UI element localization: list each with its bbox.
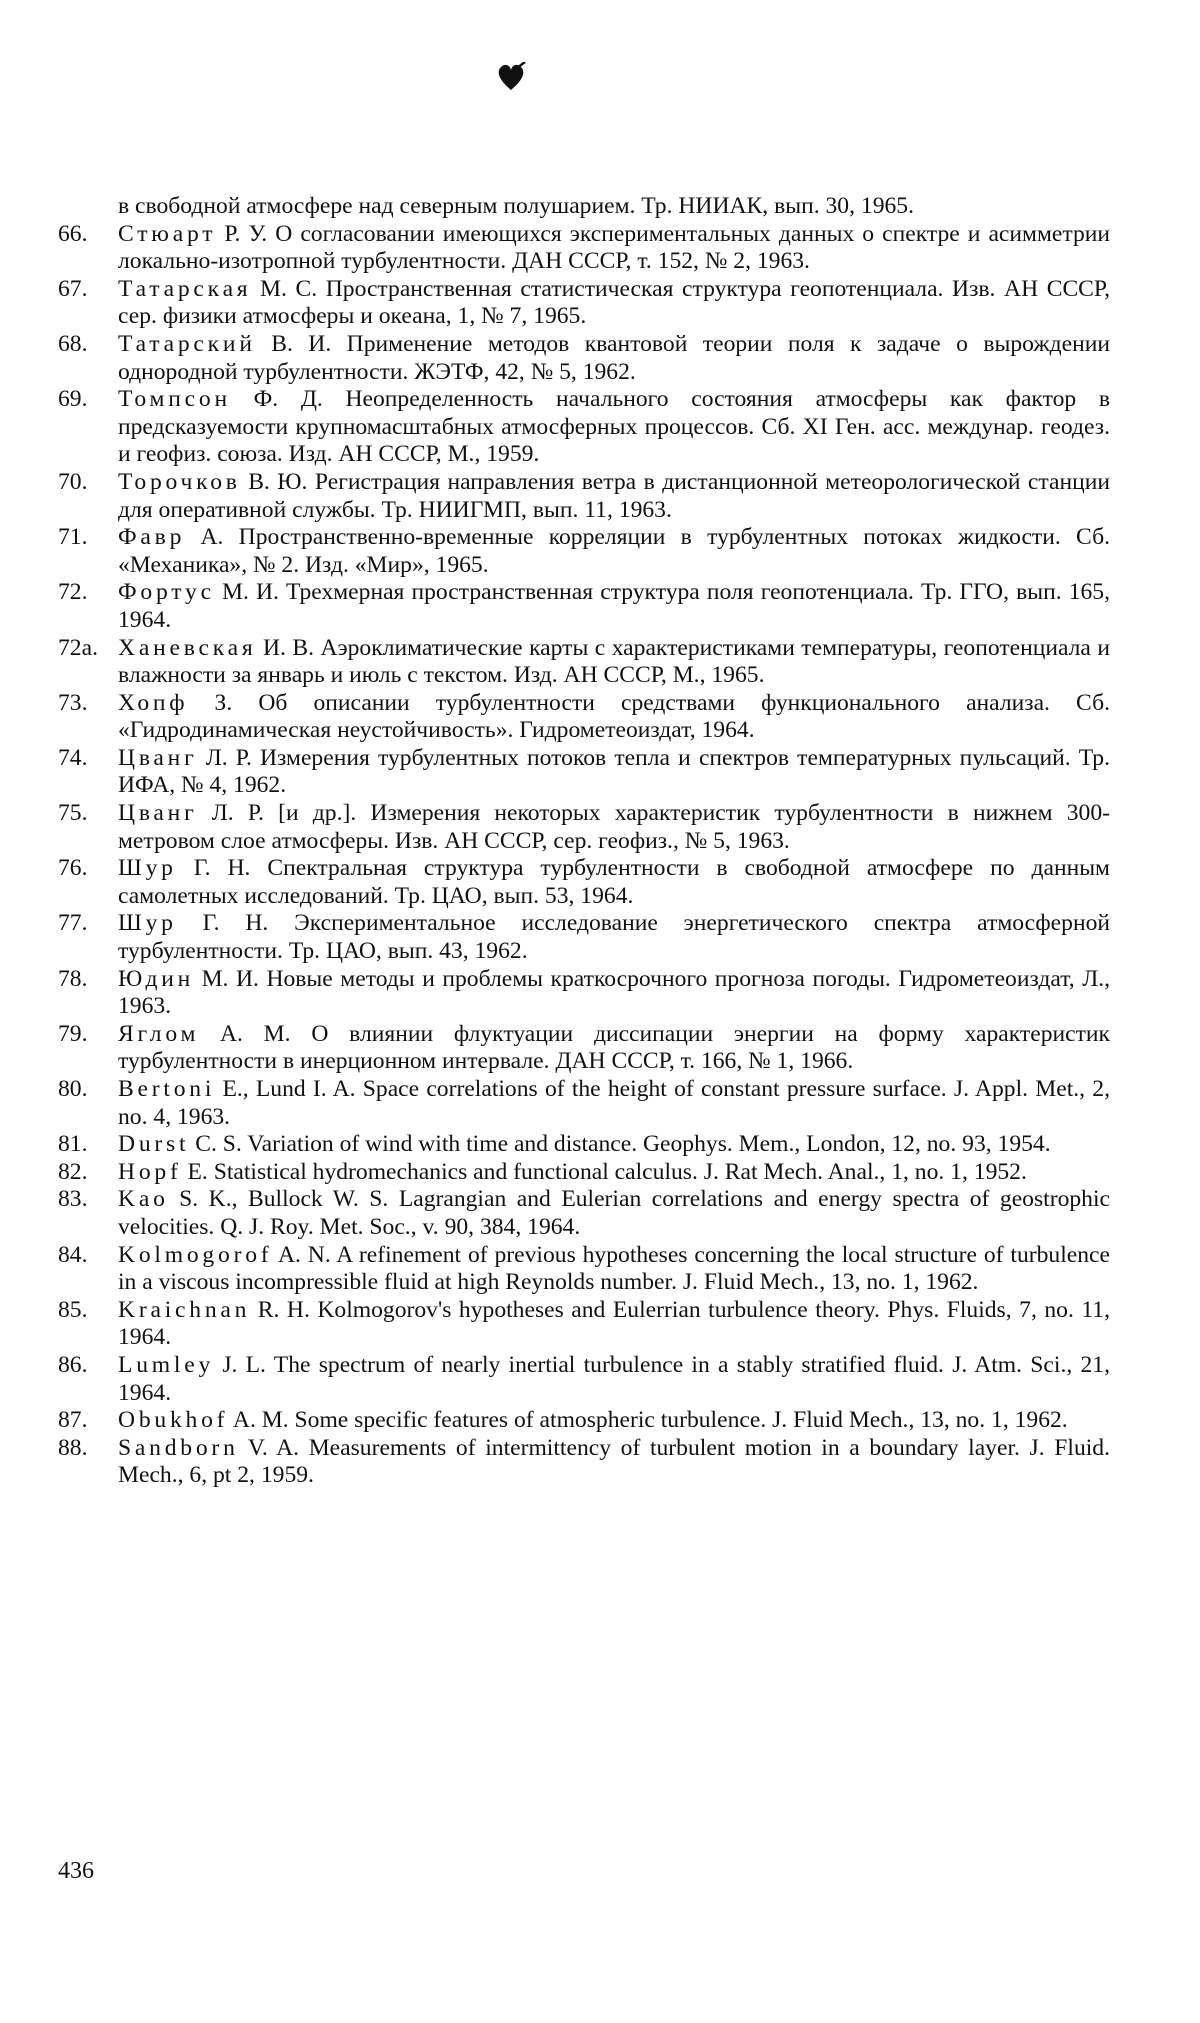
reference-list xyxy=(58,193,1110,1490)
reference-item xyxy=(58,524,1110,579)
reference-item xyxy=(58,690,1110,745)
reference-text: Л. Р. Измерения турбулентных потоков тепла и спектров температурных пульсаций. Тр. ИФА, № 4, 1962. xyxy=(118,744,1110,799)
reference-author: Шур xyxy=(118,910,177,937)
reference-text: Г. Н. Спектральная структура турбулентности в свободной атмосфере по данным самолетных исследований. Тр. ЦАО, вып. 53, 1964. xyxy=(118,855,1110,909)
reference-text: З. Об описании турбулентности средствами функционального анализа. Сб. «Гидродинамическая неустойчивость». Гидрометеоиздат, 1964. xyxy=(118,689,1110,744)
reference-author: Татарский xyxy=(118,330,256,357)
reference-number: 67. xyxy=(58,275,88,302)
reference-text: C. S. Variation of wind with time and distance. Geophys. Mem., London, 12, no. 93, 1954. xyxy=(195,1131,1051,1158)
reference-text: A. M. Some specific features of atmospheric turbulence. J. Fluid Mech., 13, no. 1, 1962. xyxy=(232,1407,1068,1434)
reference-item xyxy=(58,1297,1110,1352)
reference-item xyxy=(58,1435,1110,1490)
reference-author: Татарская xyxy=(118,275,252,302)
reference-text: М. И. Трехмерная пространственная структура поля геопотенциала. Тр. ГГО, вып. 165, 1964. xyxy=(118,579,1110,633)
reference-author: Цванг xyxy=(118,800,198,827)
reference-number: 79. xyxy=(58,1020,88,1047)
reference-number: 74. xyxy=(58,744,88,771)
reference-text: И. В. Аэроклиматические карты с характеристиками температуры, геопотенциала и влажности за январь и июль с текстом. Изд. АН СССР, М., 1965. xyxy=(118,634,1110,689)
reference-author: Фавр xyxy=(118,524,186,551)
reference-item xyxy=(58,469,1110,524)
reference-item xyxy=(58,1159,1110,1187)
reference-item xyxy=(58,855,1110,910)
reference-number: 76. xyxy=(58,855,88,882)
reference-item xyxy=(58,276,1110,331)
reference-item xyxy=(58,635,1110,690)
reference-number: 72. xyxy=(58,579,88,606)
reference-author: Яглом xyxy=(118,1020,200,1047)
reference-number: 86. xyxy=(58,1351,88,1378)
reference-number: 83. xyxy=(58,1186,88,1213)
reference-number: 85. xyxy=(58,1296,88,1323)
reference-author: Hopf xyxy=(118,1158,182,1185)
reference-number: 84. xyxy=(58,1241,88,1268)
reference-text: Ф. Д. Неопределенность начального состояния атмосферы как фактор в предсказуемости крупномасштабных атмосферных процессов. Сб. XI Ген. асс. междунар. геодез. и геофиз. союза. Изд. АН СССР, М., 1959. xyxy=(118,386,1110,468)
reference-item xyxy=(58,966,1110,1021)
reference-number: 87. xyxy=(58,1407,88,1434)
reference-text: Г. Н. Экспериментальное исследование энергетического спектра атмосферной турбулентности. Тр. ЦАО, вып. 43, 1962. xyxy=(118,910,1110,965)
reference-author: Bertoni xyxy=(118,1076,216,1102)
reference-text: R. H. Kolmogorov's hypotheses and Eulerrian turbulence theory. Phys. Fluids, 7, no. 11, 1964. xyxy=(118,1296,1110,1351)
reference-item xyxy=(58,800,1110,855)
reference-item xyxy=(58,331,1110,386)
reference-item xyxy=(58,1352,1110,1407)
reference-author: Юдин xyxy=(118,965,195,992)
reference-author: Торочков xyxy=(118,468,241,495)
reference-number: 80. xyxy=(58,1076,88,1102)
reference-text: М. С. Пространственная статистическая структура геопотенциала. Изв. АН СССР, сер. физики атмосферы и океана, 1, № 7, 1965. xyxy=(118,275,1110,330)
reference-item xyxy=(58,1131,1110,1159)
reference-item xyxy=(58,1407,1110,1435)
reference-number: 71. xyxy=(58,524,88,551)
reference-number: 69. xyxy=(58,386,88,413)
reference-item xyxy=(58,1186,1110,1241)
reference-item xyxy=(58,910,1110,965)
reference-number: 68. xyxy=(58,330,88,357)
reference-text: A. N. A refinement of previous hypotheses concerning the local structure of turbulence in a viscous incompressible fluid at high Reynolds number. J. Fluid Mech., 13, no. 1, 1962. xyxy=(118,1241,1110,1296)
reference-text: А. Пространственно-временные корреляции в турбулентных потоках жидкости. Сб. «Механика», № 2. Изд. «Мир», 1965. xyxy=(118,524,1110,578)
page-number: 436 xyxy=(58,1858,94,1884)
reference-number: 70. xyxy=(58,468,88,495)
reference-item xyxy=(58,193,1110,221)
reference-text: E. Statistical hydromechanics and functional calculus. J. Rat Mech. Anal., 1, no. 1, 1952. xyxy=(187,1158,1027,1185)
reference-text: Л. Р. [и др.]. Измерения некоторых характеристик турбулентности в нижнем 300-метровом слое атмосферы. Изв. АН СССР, сер. геофиз., № 5, 1963. xyxy=(118,800,1110,854)
reference-item xyxy=(58,1242,1110,1297)
reference-item xyxy=(58,745,1110,800)
reference-item xyxy=(58,386,1110,469)
reference-text: Р. У. О согласовании имеющихся экспериментальных данных о спектре и асимметрии локально-изотропной турбулентности. ДАН СССР, т. 152, № 2, 1963. xyxy=(118,220,1110,275)
reference-text: в свободной атмосфере над северным полушарием. Тр. НИИАК, вып. 30, 1965. xyxy=(118,193,914,219)
reference-text: В. Ю. Регистрация направления ветра в дистанционной метеорологической станции для оперативной службы. Тр. НИИГМП, вып. 11, 1963. xyxy=(118,468,1110,523)
reference-author: Хопф xyxy=(118,689,189,716)
reference-number: 78. xyxy=(58,965,88,992)
reference-author: Sandborn xyxy=(118,1434,239,1461)
reference-number: 77. xyxy=(58,910,88,937)
reference-number: 82. xyxy=(58,1158,88,1185)
reference-author: Ханевская xyxy=(118,634,257,661)
reference-text: S. K., Bullock W. S. Lagrangian and Eulerian correlations and energy spectra of geostrophic velocities. Q. J. Roy. Met. Soc., v. 90, 384, 1964. xyxy=(118,1186,1110,1240)
reference-text: В. И. Применение методов квантовой теории поля к задаче о вырождении однородной турбулентности. ЖЭТФ, 42, № 5, 1962. xyxy=(118,330,1110,385)
reference-author: Kraichnan xyxy=(118,1296,251,1323)
reference-number: 81. xyxy=(58,1131,88,1158)
reference-item xyxy=(58,221,1110,276)
reference-author: Kolmogorof xyxy=(118,1241,273,1268)
reference-author: Стюарт xyxy=(118,220,217,247)
reference-number: 72а. xyxy=(58,634,98,661)
reference-item xyxy=(58,1021,1110,1076)
reference-item xyxy=(58,1076,1110,1131)
reference-author: Фортус xyxy=(118,579,215,606)
reference-text: J. L. The spectrum of nearly inertial turbulence in a stably stratified fluid. J. Atm. Sci., 21, 1964. xyxy=(118,1351,1110,1406)
reference-author: Шур xyxy=(118,855,177,882)
reference-number: 73. xyxy=(58,689,88,716)
reference-author: Цванг xyxy=(118,744,198,771)
reference-item xyxy=(58,579,1110,634)
reference-author: Lumley xyxy=(118,1351,215,1378)
reference-number: 75. xyxy=(58,800,88,827)
reference-author: Durst xyxy=(118,1131,190,1158)
reference-author: Томпсон xyxy=(118,386,231,413)
reference-text: E., Lund I. A. Space correlations of the height of constant pressure surface. J. Appl. Met., 2, no. 4, 1963. xyxy=(118,1076,1110,1130)
reference-author: Kao xyxy=(118,1186,169,1213)
reference-number: 88. xyxy=(58,1434,88,1461)
reference-number: 66. xyxy=(58,220,88,247)
reference-text: V. A. Measurements of intermittency of turbulent motion in a boundary layer. J. Fluid. Mech., 6, pt 2, 1959. xyxy=(118,1434,1110,1489)
reference-text: А. М. О влиянии флуктуации диссипации энергии на форму характеристик турбулентности в инерционном интервале. ДАН СССР, т. 166, № 1, 1966. xyxy=(118,1020,1111,1075)
reference-text: М. И. Новые методы и проблемы краткосрочного прогноза погоды. Гидрометеоиздат, Л., 1963. xyxy=(118,965,1111,1020)
reference-author: Obukhof xyxy=(118,1407,229,1434)
heart-ornament-icon xyxy=(495,62,527,92)
